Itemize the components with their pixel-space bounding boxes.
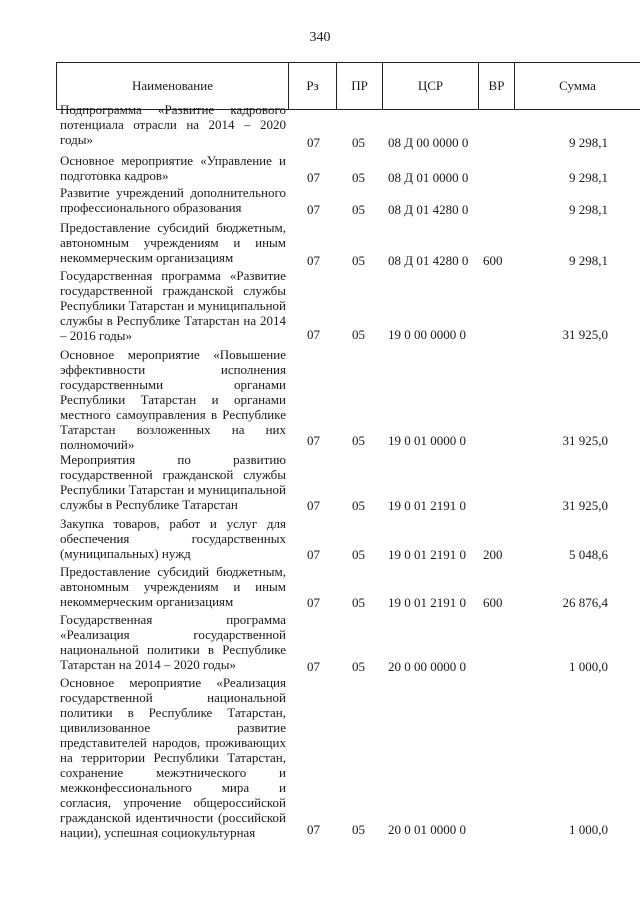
- row-name: Предоставление субсидий бюджетным, автономным учреждениям и иным некоммерческим организациям: [60, 220, 286, 265]
- table-row: [0, 268, 640, 342]
- table-row: [0, 153, 640, 185]
- row-rz: 07: [307, 498, 320, 513]
- page-number: 340: [309, 30, 331, 45]
- table-row: [0, 102, 640, 150]
- row-pr: 05: [352, 327, 365, 342]
- header-vr: ВР: [479, 63, 515, 109]
- row-name: Мероприятия по развитию государственной гражданской службы Республики Татарстан и муниципальной службы в Республике Татарстан: [60, 452, 286, 512]
- row-rz: 07: [307, 253, 320, 268]
- row-rz: 07: [307, 659, 320, 674]
- row-vr: 600: [483, 253, 503, 268]
- table-row: [0, 452, 640, 513]
- row-name: Основное мероприятие «Повышение эффективности исполнения государственными органами Республики Татарстан и органами местного самоуправления в Республике Татарстан возложенных на них полномочий»: [60, 347, 286, 452]
- row-csr: 08 Д 01 4280 0: [388, 253, 469, 268]
- row-pr: 05: [352, 822, 365, 837]
- row-pr: 05: [352, 547, 365, 562]
- row-rz: 07: [307, 170, 320, 185]
- row-pr: 05: [352, 253, 365, 268]
- header-sum: Сумма: [515, 63, 640, 109]
- row-rz: 07: [307, 547, 320, 562]
- row-pr: 05: [352, 170, 365, 185]
- header-csr: ЦСР: [383, 63, 479, 109]
- header-name: Наименование: [57, 63, 289, 109]
- row-pr: 05: [352, 433, 365, 448]
- row-sum: 31 925,0: [562, 433, 608, 448]
- row-csr: 20 0 00 0000 0: [388, 659, 466, 674]
- row-sum: 31 925,0: [562, 327, 608, 342]
- row-name: Основное мероприятие «Управление и подготовка кадров»: [60, 153, 286, 183]
- row-csr: 08 Д 00 0000 0: [388, 135, 469, 150]
- row-sum: 1 000,0: [569, 822, 608, 837]
- row-sum: 26 876,4: [562, 595, 608, 610]
- row-sum: 1 000,0: [569, 659, 608, 674]
- row-csr: 19 0 01 2191 0: [388, 498, 466, 513]
- header-pr: ПР: [337, 63, 383, 109]
- row-name: Государственная программа «Развитие государственной гражданской службы Республики Татарстан и муниципальной службы в Республике Татарстан на 2014 – 2016 годы»: [60, 268, 286, 343]
- table-row: [0, 564, 640, 610]
- row-vr: 200: [483, 547, 503, 562]
- table-row: [0, 220, 640, 268]
- table-row: [0, 185, 640, 217]
- row-name: Основное мероприятие «Реализация государственной национальной политики в Республике Татарстан, цивилизованное развитие представителей народов, проживающих на территории Республики Татарстан, сохранение межэтнического и межконфессионального мира и согласия, упрочение общероссийской гражданской идентичности (российской нации), успешная социокультурная: [60, 675, 286, 840]
- row-name: Закупка товаров, работ и услуг для обеспечения государственных (муниципальных) нужд: [60, 516, 286, 561]
- table-row: [0, 347, 640, 452]
- row-sum: 5 048,6: [569, 547, 608, 562]
- row-csr: 19 0 01 2191 0: [388, 547, 466, 562]
- row-rz: 07: [307, 822, 320, 837]
- row-sum: 9 298,1: [569, 170, 608, 185]
- row-rz: 07: [307, 595, 320, 610]
- row-csr: 08 Д 01 4280 0: [388, 202, 469, 217]
- row-csr: 08 Д 01 0000 0: [388, 170, 469, 185]
- row-rz: 07: [307, 327, 320, 342]
- table-row: [0, 612, 640, 674]
- row-csr: 20 0 01 0000 0: [388, 822, 466, 837]
- row-csr: 19 0 01 2191 0: [388, 595, 466, 610]
- row-pr: 05: [352, 135, 365, 150]
- row-csr: 19 0 00 0000 0: [388, 327, 466, 342]
- row-rz: 07: [307, 433, 320, 448]
- header-rz: Рз: [289, 63, 337, 109]
- row-pr: 05: [352, 659, 365, 674]
- row-name: Государственная программа «Реализация государственной национальной политики в Республике Татарстан на 2014 – 2020 годы»: [60, 612, 286, 672]
- row-sum: 9 298,1: [569, 135, 608, 150]
- row-rz: 07: [307, 202, 320, 217]
- row-pr: 05: [352, 595, 365, 610]
- row-vr: 600: [483, 595, 503, 610]
- table-row: [0, 516, 640, 562]
- table-row: [0, 675, 640, 840]
- row-name: Развитие учреждений дополнительного профессионального образования: [60, 185, 286, 215]
- row-pr: 05: [352, 202, 365, 217]
- row-sum: 31 925,0: [562, 498, 608, 513]
- row-rz: 07: [307, 135, 320, 150]
- row-name: Предоставление субсидий бюджетным, автономным учреждениям и иным некоммерческим организациям: [60, 564, 286, 609]
- row-pr: 05: [352, 498, 365, 513]
- row-csr: 19 0 01 0000 0: [388, 433, 466, 448]
- row-sum: 9 298,1: [569, 202, 608, 217]
- row-sum: 9 298,1: [569, 253, 608, 268]
- row-name: Подпрограмма «Развитие кадрового потенциала отрасли на 2014 – 2020 годы»: [60, 102, 286, 147]
